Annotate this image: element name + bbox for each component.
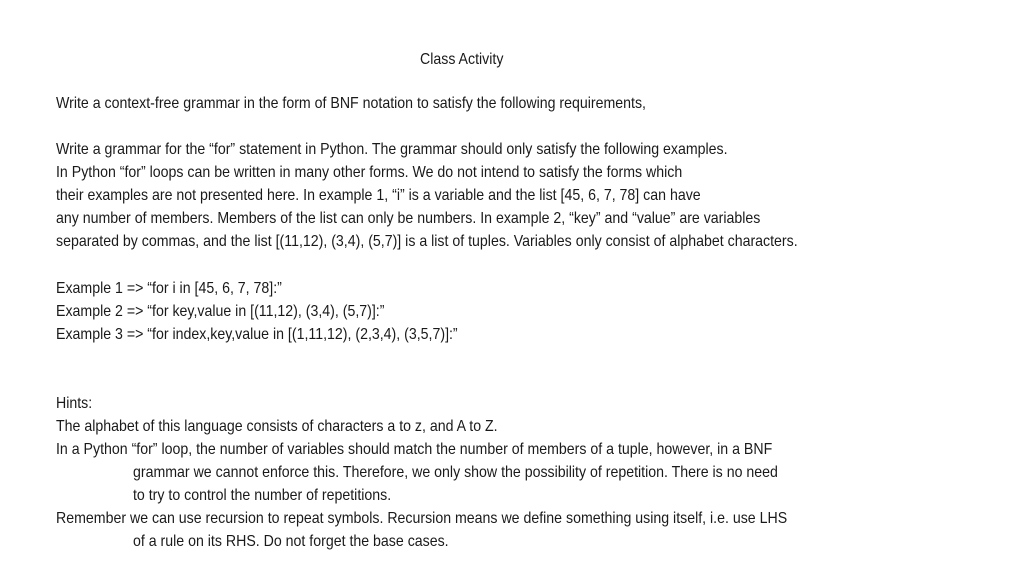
hint-line: In a Python “for” loop, the number of variables should match the number of members of a tuple, however, in a BNF [56, 441, 773, 458]
description-line: Write a grammar for the “for” statement in Python. The grammar should only satisfy the following examples. [56, 141, 728, 158]
hint-line: grammar we cannot enforce this. Therefore, we only show the possibility of repetition. There is no need [133, 464, 778, 481]
description-line: their examples are not presented here. In example 1, “i” is a variable and the list [45, 6, 7, 78] can have [56, 187, 701, 204]
description-line: In Python “for” loops can be written in many other forms. We do not intend to satisfy the forms which [56, 164, 683, 181]
page-title: Class Activity [420, 51, 504, 68]
hint-line: of a rule on its RHS. Do not forget the base cases. [133, 533, 449, 550]
hints-heading: Hints: [56, 395, 93, 412]
hint-line: to try to control the number of repetitions. [133, 487, 392, 504]
description-line: any number of members. Members of the list can only be numbers. In example 2, “key” and “value” are variables [56, 210, 761, 227]
example-2: Example 2 => “for key,value in [(11,12), (3,4), (5,7)]:” [56, 303, 385, 320]
example-3: Example 3 => “for index,key,value in [(1,11,12), (2,3,4), (3,5,7)]:” [56, 326, 458, 343]
description-line: separated by commas, and the list [(11,12), (3,4), (5,7)] is a list of tuples. Variables only consist of alphabet characters. [56, 233, 798, 250]
intro-text: Write a context-free grammar in the form of BNF notation to satisfy the following requirements, [56, 95, 646, 112]
hint-line: Remember we can use recursion to repeat symbols. Recursion means we define something using itself, i.e. use LHS [56, 510, 788, 527]
example-1: Example 1 => “for i in [45, 6, 7, 78]:” [56, 280, 282, 297]
hint-line: The alphabet of this language consists of characters a to z, and A to Z. [56, 418, 498, 435]
